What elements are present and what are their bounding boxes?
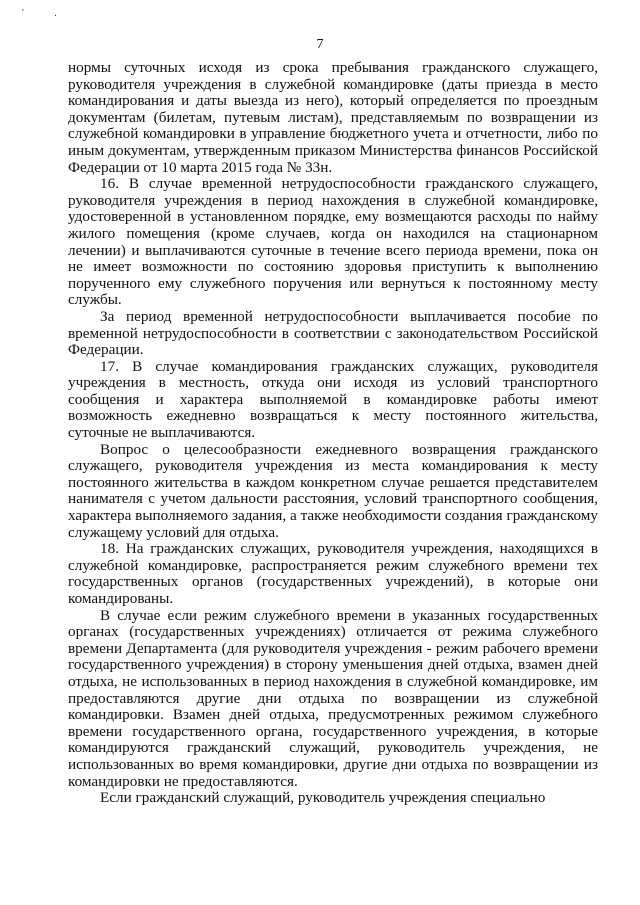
document-body — [68, 60, 598, 807]
paragraph-item-17: 17. В случае командирования гражданских служащих, руководителя учреждения в местность, откуда они исходя из условий транспортного сообщения и характера выполняемой в командировке работы имеют возможность ежедневно возвращаться к месту постоянного жительства, суточные не выплачиваются. — [68, 357, 598, 442]
page-number: 7 — [316, 37, 324, 52]
paragraph-truncated: Если гражданский служащий, руководитель учреждения специально — [100, 789, 546, 807]
paragraph-daily-return: Вопрос о целесообразности ежедневного возвращения гражданского служащего, руководителя учреждения из места командирования к месту постоянного жительства в каждом конкретном случае решается представителем нанимателя с учетом дальности расстояния, условий транспортного сообщения, характера выполняемого задания, а также необходимости создания гражданскому служащему условий для отдыха. — [68, 440, 598, 541]
paragraph-sick-leave-benefit: За период временной нетрудоспособности выплачивается пособие по временной нетрудоспособности в соответствии с законодательством Российской Федерации. — [68, 307, 598, 359]
paragraph-rest-days: В случае если режим служебного времени в указанных государственных органах (государственных учреждениях) отличается от режима служебного времени Департамента (для руководителя учреждения - режим рабочего времени государственного учреждения) в сторону уменьшения дней отдыха, взамен дней отдыха, не использованных в период нахождения в служебной командировке, им предоставляются другие дни отдыха по возвращении из служебной командировки. Взамен дней отдыха, предусмотренных режимом служебного времени государственного органа, государственного учреждения, в которые командируются гражданский служащий, руководитель учреждения, не использованных во время командировки, другие дни отдыха по возвращении из командировки не предоставляются. — [68, 606, 598, 790]
paragraph-continuation: нормы суточных исходя из срока пребывания гражданского служащего, руководителя учреждения в служебной командировке (даты приезда в место командирования и даты выезда из него), который определяется по проездным документам (билетам, путевым листам), представляемым по возвращении из служебной командировки в управление бюджетного учета и отчетности, либо по иным документам, утвержденным приказом Министерства финансов Российской Федерации от 10 марта 2015 года № 33н. — [68, 59, 598, 176]
scan-marks: ' . — [22, 8, 71, 19]
paragraph-item-18: 18. На гражданских служащих, руководителя учреждения, находящихся в служебной командировке, распространяется режим служебного времени тех государственных органов (государственных учреждений), в которые они командированы. — [68, 540, 598, 607]
paragraph-item-16: 16. В случае временной нетрудоспособности гражданского служащего, руководителя учреждения в период нахождения в служебной командировке, удостоверенной в установленном порядке, ему возмещаются расходы по найму жилого помещения (кроме случаев, когда он находился на стационарном лечении) и выплачиваются суточные в течение всего периода времени, пока он не имеет возможности по состоянию здоровья приступить к выполнению порученного ему служебного поручения или вернуться к постоянному месту службы. — [68, 175, 598, 309]
